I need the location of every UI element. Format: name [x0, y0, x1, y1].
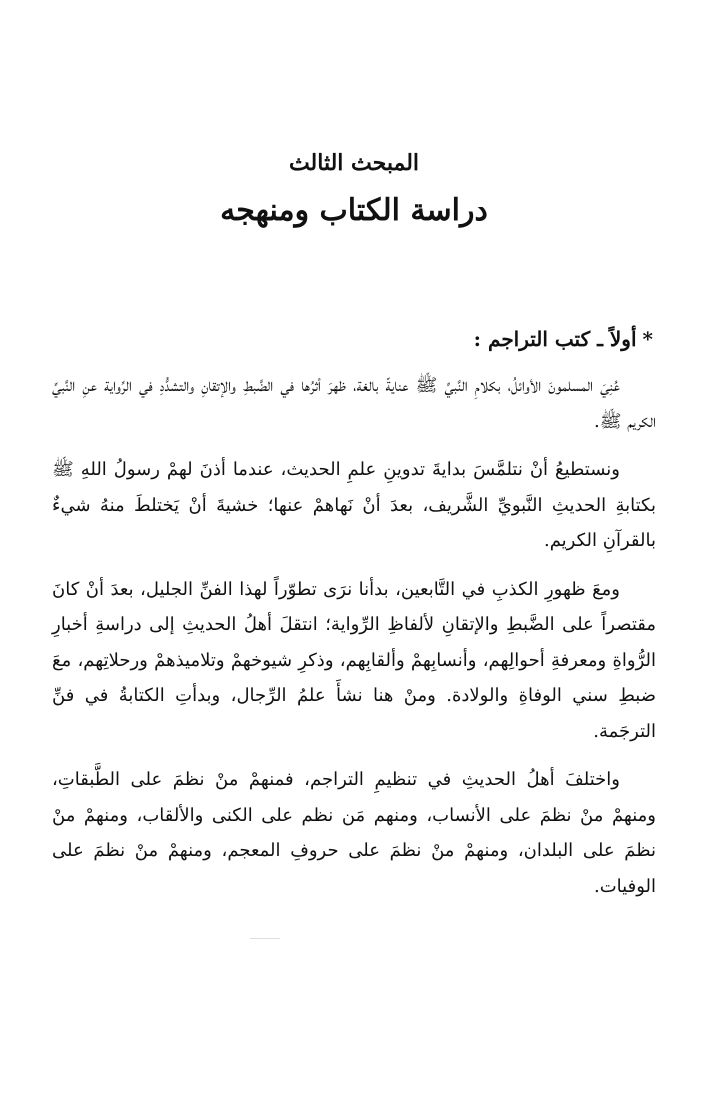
paragraph-2: ونستطيعُ أنْ نتلمَّسَ بدايةَ تدوينِ علمِ الحديث، عندما أذنَ لهمْ رسولُ اللهِ ﷺ بكتابةِ الحديثِ النَّبويِّ الشَّريف، بعدَ أنْ نَهاهمْ عنها؛ خشيةَ أنْ يَختلطَ منهُ شيءٌ بالقرآنِ الكريم.: [52, 459, 656, 551]
faint-divider: [250, 938, 280, 939]
paragraph-3: ومعَ ظهورِ الكذبِ في التَّابعين، بدأنا نرَى تطوّراً لهذا الفنِّ الجليل، بعدَ أنْ كانَ مقتصراً على الضَّبطِ والإتقانِ لألفاظِ الرِّواية؛ انتقلَ أهلُ الحديثِ إلى دراسةِ أخبارِ الرُّواةِ ومعرفةِ أحوالِهم، وأنسابِهمْ وألقابِهم، وذكرِ شيوخهمْ وتلاميذهمْ ورحلاتِهم، معَ ضبطِ سني الوفاةِ والولادة. ومنْ هنا نشأَ علمُ الرِّجال، وبدأتِ الكتابةُ في فنِّ الترجَمة.: [52, 578, 656, 742]
section-star-marker: *: [642, 327, 653, 351]
section-heading-text: أولاً ـ كتب التراجم :: [473, 327, 637, 351]
body-text: [52, 368, 656, 917]
section-heading: [474, 327, 653, 351]
paragraph-1: عُنِيَ المسلمونَ الأوائلُ، بكلامِ النَّبيِّ ﷺ عنايةً بالغة، ظهرَ أثرُها في الضَّبطِ والإتقانِ والتشدُّدِ في الرِّواية عنِ النَّبيِّ الكريم ﷺ.: [52, 375, 656, 432]
chapter-title: دراسة الكتاب ومنهجه: [220, 193, 488, 228]
paragraph-4: واختلفَ أهلُ الحديثِ في تنظيمِ التراجم، فمنهمْ منْ نظمَ على الطَّبقاتِ، ومنهمْ منْ نظمَ على الأنساب، ومنهم مَن نظم على الكنى والألقاب، ومنهمْ منْ نظمَ على البلدان، ومنهمْ منْ نظمَ على حروفِ المعجم، ومنهمْ منْ نظمَ على الوفيات.: [52, 769, 656, 897]
chapter-label: المبحث الثالث: [288, 150, 420, 176]
